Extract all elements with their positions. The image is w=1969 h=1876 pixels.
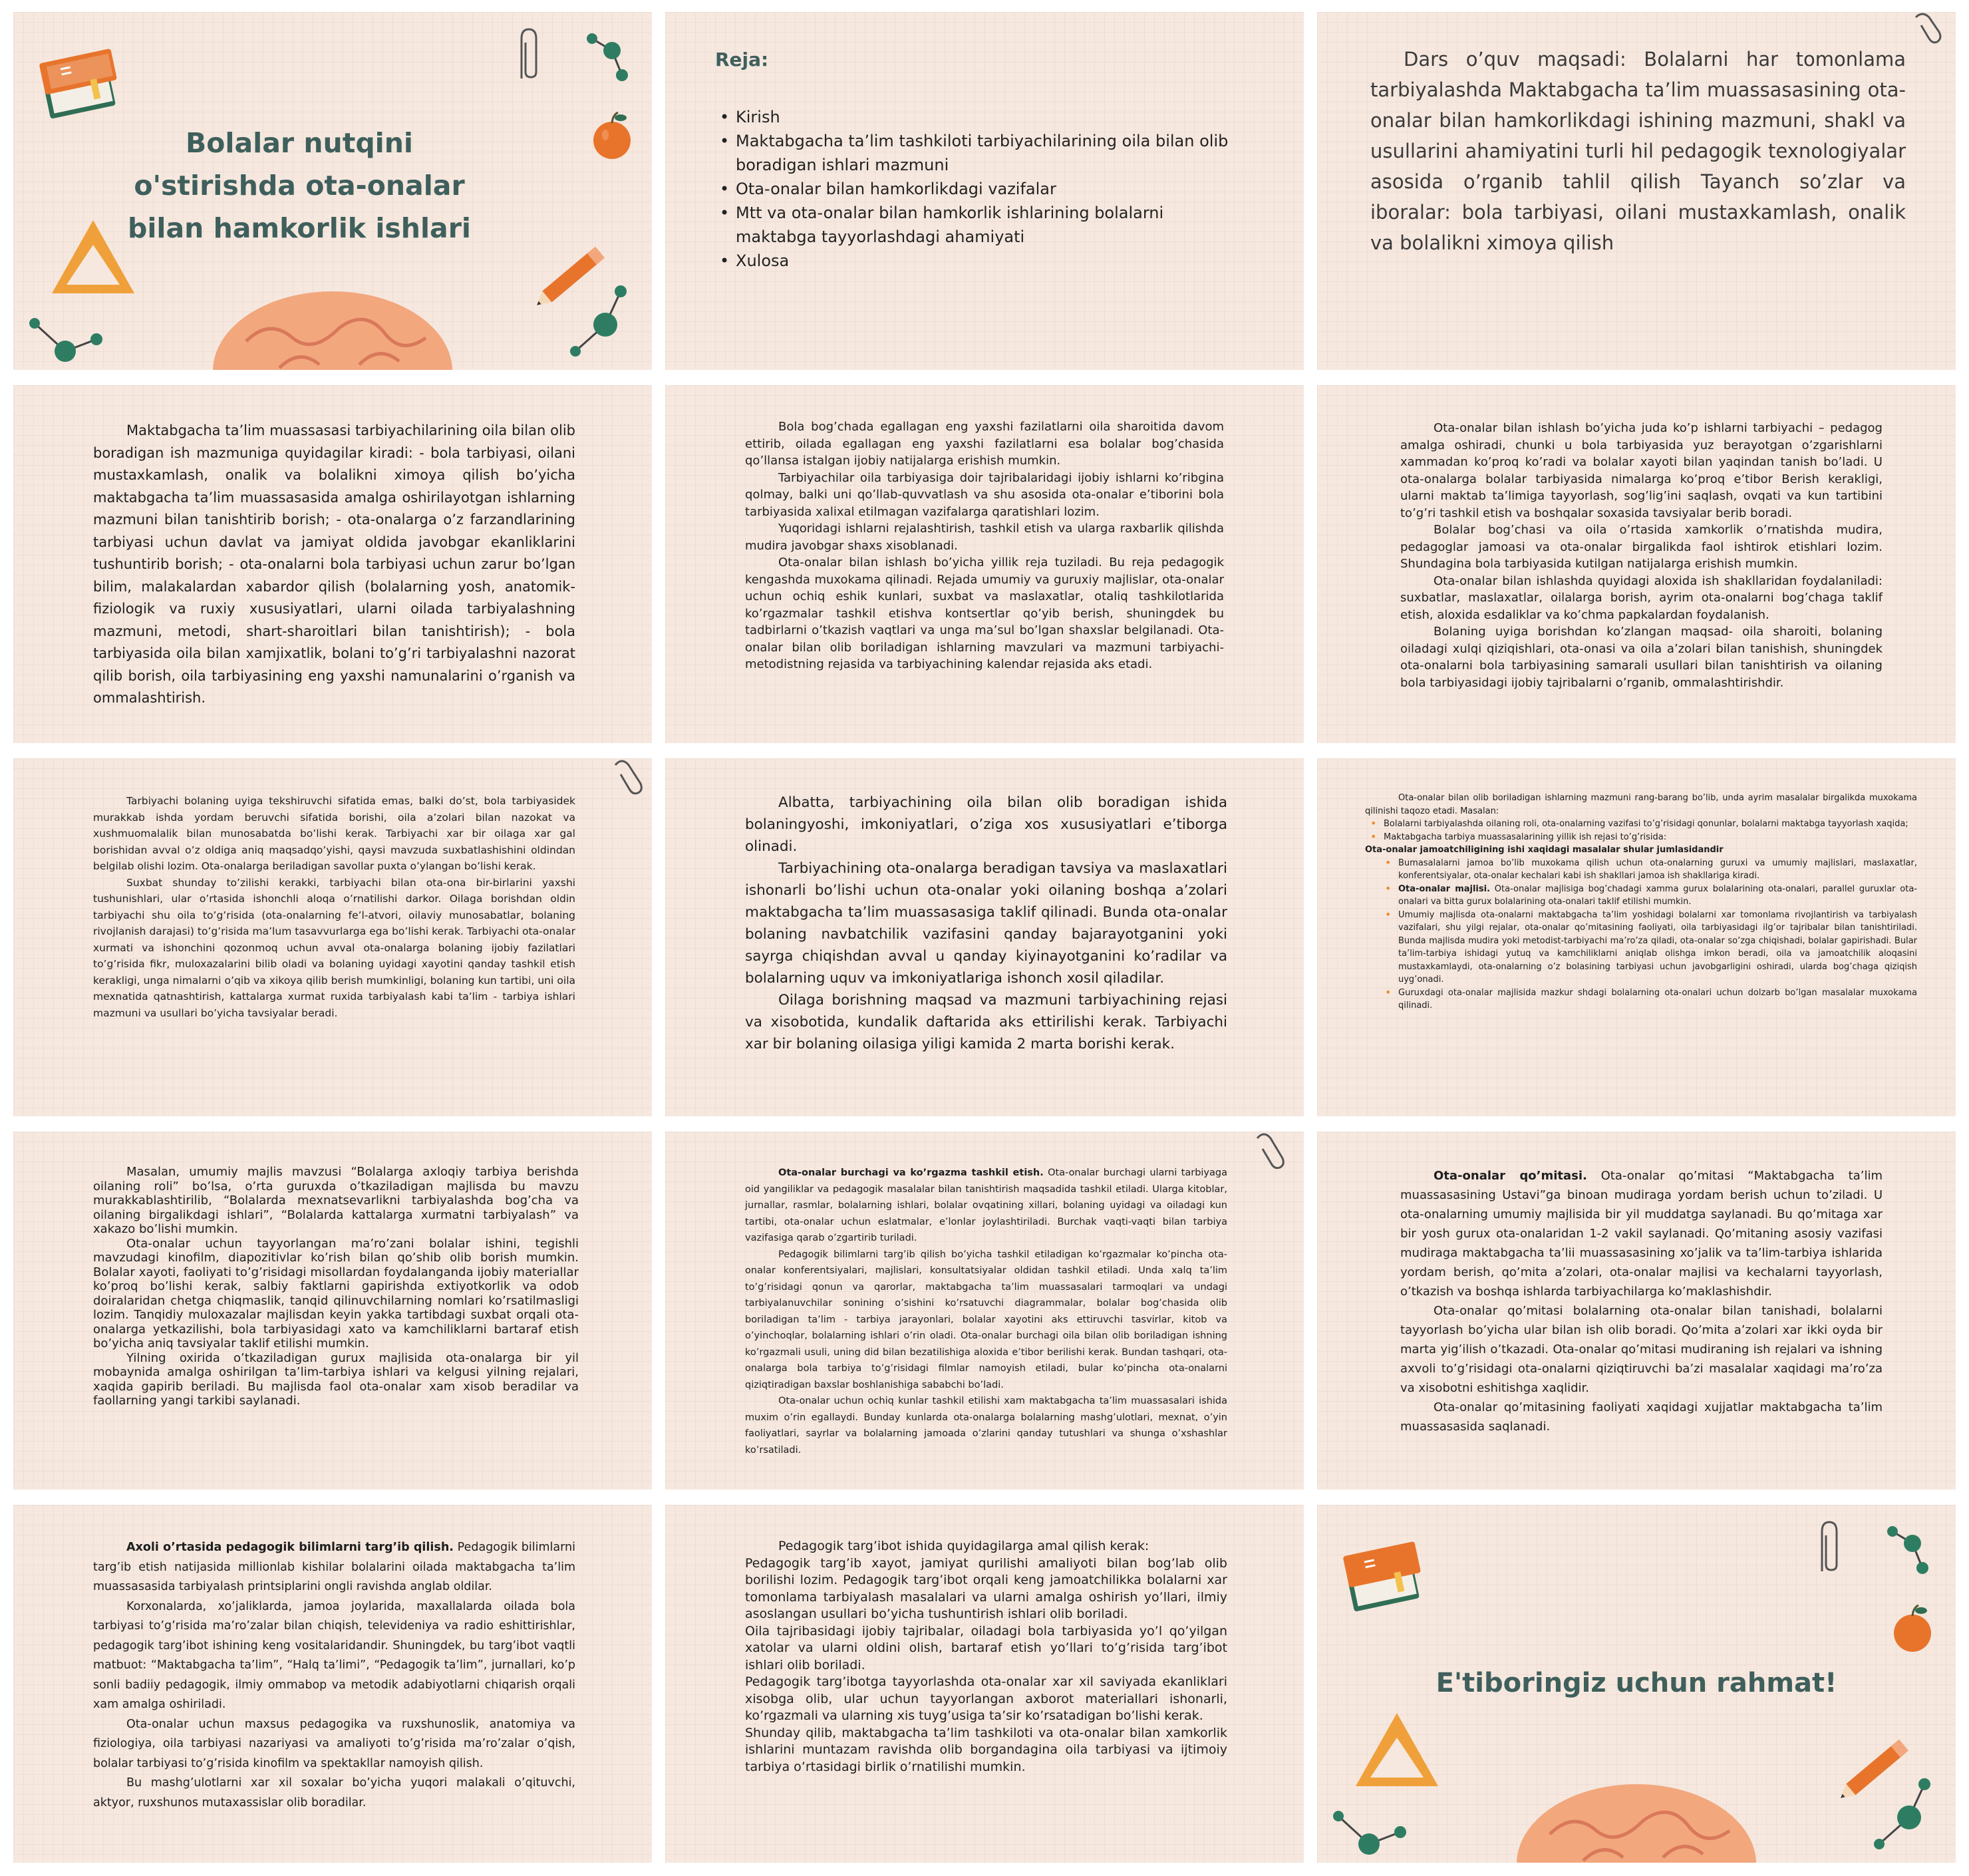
- molecule-icon: [569, 281, 649, 368]
- list-item: • Xulosa: [718, 249, 1244, 273]
- apple-icon: [1889, 1601, 1936, 1654]
- paragraph: Korxonalarda, xo’jaliklarda, jamoa joylarida, maxallalarda oilada bola tarbiyasi to’g’risida ma’ro’zalar bilan chiqish, televideniya va radio eshittirishlar, pedagogik targ’ibot ishining keng vositalaridandir. Shuningdek, bu targ’ibot vaqtli matbuot: “Maktabgacha ta’lim”, “Halq ta’limi”, “Pedagogik ta’lim”, jurnallari, ko’p sonli badiiy pedagogik, ilmiy ommabop va metodik adabiyotlarni chiqarish orqali xam amalga oshiriladi.: [93, 1599, 575, 1711]
- list-item: • Maktabgacha ta’lim tashkiloti tarbiyachilarining oila bilan olib boradigan ishlari mazmuni: [718, 129, 1244, 177]
- slide-text: [1400, 1166, 1883, 1436]
- paragraph: Pedagogik targ’ibotga tayyorlashda ota-onalar xar xil saviyada ekanliklari xisobga olib, ular uchun tayyorlangan axborot materiallari ishonarli, ko’rgazmali va ularning xis tuyg’usiga ta’sir ko’rsatadigan bo’lishi kerak.: [745, 1674, 1227, 1723]
- paperclip-icon: [512, 25, 545, 85]
- paragraph: Masalan, umumiy majlis mavzusi “Bolalarga axloqiy tarbiya berishda oilaning roli” bo’lsa, o’rta guruxda o’tkaziladigan majlisda bu mavzu murakkablashtirilib, “Bolalarda mexnatsevarlikni tarbiyalashda bog’cha va oilaning birgalikdagi ishlari”, “Bolalarda kattalarga xurmatni tarbiyalash” va xakazo bo’lishi mumkin.: [93, 1165, 579, 1236]
- list-item: • Guruxdagi ota-onalar majlisida mazkur shdagi bolalarning ota-onalari uchun dolzarb bo’lgan masalalar muxokama qilinadi.: [1380, 987, 1917, 1013]
- slide-text: [745, 1538, 1227, 1776]
- book-stack-icon: [1337, 1525, 1434, 1621]
- paperclip-icon: [1909, 12, 1942, 59]
- paragraph: Ota-onalar bilan olib boriladigan ishlarning mazmuni rang-barang bo’lib, unda ayrim masalalar birgalikda muxokama qilinishi taqozo etadi. Masalan:: [1365, 793, 1917, 816]
- paragraph: Maktabgacha ta’lim muassasasi tarbiyachilarining oila bilan olib boradigan ish mazmuniga quyidagilar kiradi: - bola tarbiyasi, oilani mustaxkamlash, onalik va bolalikni ximoya qilish bo’yicha maktabgacha ta’lim muassasasida amalga oshirilayotgan ishlarning mazmuni bilan tanishtirib borish; - ota-onalarga o’z farzandlarining tarbiyasi uchun davlat va jamiyat oldida javobgar ekanliklarini tushuntirib borish; - ota-onalarni bola tarbiyasi uchun zarur bo’lgan bilim, malakalardan xabardor qilish (bolalarning yosh, anatomik-fiziologik va ruxiy xususiyatlari, ularni oilada tarbiyalashning mazmuni, metodi, shart-sharoitlari bilan tanishtirish); - bola tarbiyasida oila bilan xamjixatlik, bolani to’g’ri tarbiyalashni nazorat qilib borish, oila tarbiyasining eng yaxshi namunalarini o’rganish va ommalashtirish.: [93, 422, 575, 706]
- slide-lesson-goal[interactable]: [1317, 12, 1956, 370]
- list-item: • Bolalarni tarbiyalashda oilaning roli, ota-onalarning vazifasi to’g’risidagi qonunlar, bolalarni maktabga tayyorlash xaqida;: [1365, 818, 1917, 831]
- list-item: • Bumasalalarni jamoa bo’lib muxokama qilish uchun ota-onalarning guruxi va umumiy majlislari, maslaxatlar, konferentsiyalar, ota-onalar kechalari kabi ish shakllari jamoa ish shakllariga kiradi.: [1380, 857, 1917, 883]
- slide-content-13[interactable]: [13, 1505, 652, 1863]
- slide-text: [745, 418, 1224, 673]
- list-item: • Umumiy majlisda ota-onalarni maktabgacha ta’lim yoshidagi bolalarni xar tomonlama rivojlantirish va tarbiyalash vazifalari, shu yilgi rejalar, ota-onalar qo’mitasining faoliyati, oila tarbiyasidagi ilg’or tajribalar bilan tanishtiriladi. Bunda majlisda mudira yoki metodist-tarbiyachi ma’ro’za qiladi, ota-onalar so’zga chiqishadi, bolalar gapirishadi. Bular ta’lim-tarbiya ishidagi yutuq va kamchiliklarni aniqlab olishga imkon beradi, oila va jamoatchilik aloqasini mustaxkamlaydi, ota-onalarning o’z bolasining tarbiyasi uchun javobgarligini oshiradi, ularda bog’chaga qiziqish uyg’onadi.: [1380, 909, 1917, 987]
- paragraph: Albatta, tarbiyachining oila bilan olib boradigan ishida bolaningyoshi, imkoniyatlari, o’ziga xos xususiyatlari e’tiborga olinadi.: [745, 794, 1227, 855]
- paragraph: Tarbiyachining ota-onalarga beradigan tavsiya va maslaxatlari ishonarli bo’lishi uchun ota-onalar yoki oilaning boshqa a’zolari maktabgacha ta’lim muassasasiga taklif qilinadi. Bunda ota-onalar bolaning navbatchilik vazifasini qanday bajarayotganini yoki sayrga chiqishdan avval u qanday kiyinayotganini ko’radilar va bolalarning uquv va imkoniyatlariga ishonch xosil qiladilar.: [745, 860, 1227, 987]
- paragraph: Pedagogik bilimlarni targ’ib qilish bo’yicha tashkil etiladigan ko’rgazmalar ko’pincha ota-onalar konferentsiyalari, majlislari, konsultatsiyalar oldidan tashkil etiladi. Unda xalq ta’lim to’g’risidagi qonun va qarorlar, maktabgacha ta’lim muassasalari tarmoqlari va undagi tarbiyalanuvchilar sonining o’sishini ko’rsatuvchi diagrammalar, bolalar bog’chasida olib boriladigan ta’lim - tarbiya jarayonlari, bolalar xayotini aks ettiruvchi tasvirlar, kitob va o’yinchoqlar, bolalarning ishlari o’rin oladi. Ota-onalar burchagi oila bilan olib boriladigan ishning ko’rgazmali usuli, uning did bilan bezatilishiga aloxida e’tibor berilishi kerak. Bundan tashqari, ota-onalarga bola tarbiya to’g’risidagi filmlar namoyish etiladi, bular ko’pincha ota-onalarni qiziqtiradigan baxslar boshlanishiga sababchi bo’ladi.: [745, 1249, 1227, 1390]
- slide-text: [1365, 792, 1917, 1013]
- plan-list: [718, 105, 1244, 273]
- list-item: • Kirish: [718, 105, 1244, 129]
- list-item: • Mtt va ota-onalar bilan hamkorlik ishlarining bolalarni maktabga tayyorlashdagi ahamiyati: [718, 201, 1244, 249]
- thanks-title: E'tiboringiz uchun rahmat!: [1436, 1668, 1837, 1698]
- molecule-icon: [1330, 1804, 1410, 1863]
- paragraph: Ota-onalar qo’mitasining faoliyati xaqidagi xujjatlar maktabgacha ta’lim muassasasida saqlanadi.: [1400, 1400, 1883, 1434]
- slide-content-14[interactable]: [665, 1505, 1304, 1863]
- paragraph: Ota-onalar uchun tayyorlangan ma’ro’zani bolalar ishini, tegishli mavzudagi kinofilm, diapozitivlar ko’rish bilan qo’shib olib borish mumkin. Bolalar xayoti, faoliyati to’g’risidagi misollardan foydalanganda ijobiy materiallar ko’proq bo’lishi kerak, salbiy faktlarni gapirishda extiyotkorlik va odob doiralaridan chetga chiqmaslik, tanqid qilinuvchilarning nomlari ko’rsatilmasligi lozim. Tanqidiy muloxazalar majlisdan keyin yakka tartibdagi suxbat orqali ota-onalarga yetkazilishi, bola tarbiyasidagi xato va kamchiliklarni bartaraf etish bo’yicha aniq tavsiyalar taklif etilishi mumkin.: [93, 1236, 579, 1350]
- slide-text: [745, 1165, 1227, 1458]
- paragraph: Ota-onalar burchagi va ko’rgazma tashkil etish. Ota-onalar burchagi ularni tarbiyaga oid yangiliklar va pedagogik masalalar bilan tanishtirish maqsadida tashkil etiladi. Ularga kitoblar, jurnallar, rasmlar, bolalarning ishlari, bolalar ovqatining xillari, bolaning uyidagi va oiladagi kun tartibi, ota-onalar uchun eslatmalar, e’lonlar joylashtiriladi. Burchak vaqti-vaqti bilan tarbiya vazifasiga qarab o’zgartirib turiladi.: [745, 1168, 1227, 1243]
- page-title: Bolalar nutqini o'stirishda ota-onalar bilan hamkorlik ishlari: [127, 127, 471, 244]
- slide-text: [93, 1538, 575, 1813]
- molecule-icon: [582, 25, 642, 85]
- paragraph: Ota-onalar qo’mitasi bolalarning ota-onalar bilan tanishadi, bolalarni tayyorlash bo’yicha ular bilan ish olib boradi. Qo’mita a’zolari xar ikki oyda bir marta yig’ilish o’tkazadi. Ota-onalar qo’mitasi mudiraning ish rejalari va ishning axvoli to’g’risidagi ota-onalarni qiziqtiruvchi ba’zi masalalar xaqidagi ma’ro’za va xisobotni eshitishga xaqlidir.: [1400, 1304, 1883, 1395]
- apple-icon: [589, 108, 635, 162]
- slide-content-6[interactable]: [1317, 385, 1956, 743]
- slide-text: [93, 1165, 579, 1408]
- bold-line: Ota-onalar jamoatchiligining ishi xaqidagi masalalar shular jumlasidandir: [1365, 845, 1724, 855]
- slide-content-9[interactable]: [1317, 758, 1956, 1116]
- paragraph: Axoli o’rtasida pedagogik bilimlarni targ’ib qilish. Pedagogik bilimlarni targ’ib etish natijasida millionlab kishilar bolalarini oilada maktabgacha ta’lim muassasasida tarbiyalash printsiplarini ongli ravishda anglab oldilar.: [93, 1541, 575, 1593]
- paragraph: Bolaning uyiga borishdan ko’zlangan maqsad- oila sharoiti, bolaning oiladagi xulqi qiziqishlari, ota-onasi va oila a’zolari bilan tanishish, shuningdek ota-onalarni bola tarbiyasining samarali usullari bilan tanishtirish va oilaning bola tarbiyasidagi ijobiy tajribalarni o’rganib, ommalashtirishdir.: [1400, 625, 1883, 690]
- bullet-list: [1365, 818, 1917, 844]
- molecule-icon: [1873, 1774, 1952, 1861]
- slide-text: [93, 420, 575, 710]
- slide-plan[interactable]: [665, 12, 1304, 370]
- paragraph: Ota-onalar bilan ishlash bo’yicha juda ko’p ishlarni tarbiyachi – pedagog amalga oshiradi, chunki u bola tarbiyasida yuz berayotgan o’zgarishlarni xammadan ko’proq ko’radi va bolalar xayoti bilan yaqindan tanish bo’ladi. U ota-onalarga bolalar tarbiyasida nimalarga ko’proq e’tibor Berish kerakligi, ularni maktab ta’limiga tayyorlash, sog’lig’ini saqlash, ovqati va kun tartibini to’g’ri tashkil etish va boshqalar soxasida tavsiyalar berib boradi.: [1400, 421, 1883, 520]
- paragraph: Suxbat shunday to’zilishi kerakki, tarbiyachi bilan ota-ona bir-birlarini yaxshi tushunishlari, ular o’rtasida ishonchli aloqa o’rnatilishi darkor. Oilaga borishdan oldin tarbiyachi shu oila to’g’risida (ota-onalarning fe’l-atvori, oilaviy munosabatlar, bolaning rivojlanish darajasi) to’g’risida ma’lum tasavvurlarga ega bo’lishi kerak. Tarbiyachi ota-onalar xurmati va ishonchini qozonmoq uchun avval ota-onalarga bolaning ijobiy fazilatlari to’g’risida fikr, muloxazalarini bilib oladi va bolaning uyidagi xayotini qanday tashkil etish kerakligi, unga nimalarni o’qib va xikoya qilib berish mumkinligi, bolaning kun tartibi, uni oila mexnatida qatnashtirish, kattalarga xurmat ruxida tarbiyalash kabi ta’lim - tarbiya ishlari mazmuni va usullari bo’yicha tavsiyalar beradi.: [93, 876, 575, 1019]
- lesson-goal-text: Dars o’quv maqsadi: Bolalarni har tomonlama tarbiyalashda Maktabgacha ta’lim muassasasining ota- onalar bilan hamkorlikdagi ishining mazmuni, shakl va usullarini ahamiyatini turli hil pedagogik texnologiyalar asosida o’rganib tahlil qilish Tayanch so’zlar va iboralar: bola tarbiyasi, oilani mustaxkamlash, onalik va bolalikni ximoya qilish: [1370, 48, 1906, 254]
- slide-content-11[interactable]: [665, 1132, 1304, 1489]
- paragraph: Pedagogik targ’ibot ishida quyidagilarga amal qilish kerak:: [778, 1539, 1149, 1553]
- slide-content-5[interactable]: [665, 385, 1304, 743]
- plan-heading: Reja:: [715, 49, 769, 71]
- slide-content-4[interactable]: [13, 385, 652, 743]
- paragraph: Oila tajribasidagi ijobiy tajribalar, oiladagi bola tarbiyasida yo’l qo’yilgan xatolar va ularni oldini olish, bartaraf etish yo’llari to’g’risida targ’ibot ishlari olib boriladi.: [745, 1623, 1227, 1672]
- slide-content-12[interactable]: [1317, 1132, 1956, 1489]
- paragraph: Bu mashg’ulotlarni xar xil soxalar bo’yicha yuqori malakali o’qituvchi, aktyor, ruxshunos mutaxassislar olib boradilar.: [93, 1776, 575, 1809]
- slide-content-10[interactable]: [13, 1132, 652, 1489]
- paragraph: Ota-onalar uchun maxsus pedagogika va ruxshunoslik, anatomiya va fiziologiya, oila tarbiyasi nazariyasi va amaliyoti to’g’risida ma’ro’zalar o’qish, bolalar tarbiyasi to’g’risida kinofilm va spektakllar namoyish qilish.: [93, 1717, 575, 1770]
- book-stack-icon: [33, 32, 130, 128]
- paragraph: Ota-onalar qo’mitasi. Ota-onalar qo’mitasi “Maktabgacha ta’lim muassasasining Ustavi”ga binoan mudiraga yordam berish uchun to’ziladi. U ota-onalarning umumiy majlisida bir yil muddatga saylanadi. Bu qo’mitaga xar bir yosh gurux ota-onalaridan 1-2 vakil saylanadi. Qo’mitaning asosiy vazifasi mudiraga maktabgacha ta’lii muassasasining xo’jalik va ta’lim-tarbiya ishlarida yordam berish, qo’mita a’zolari, ota-onalar majlisi va kechalarni tayyorlash, o’tkazish va boshqa ishlarda tarbiyachilarga ko’maklashishdir.: [1400, 1169, 1883, 1299]
- paragraph: Bola bog’chada egallagan eng yaxshi fazilatlarni oila sharoitida davom ettirib, oilada egallagan eng yaxshi fazilatlarni esa bolalar bog’chasida qo’llansa istalgan ijobiy natijalarga erishish mumkin.: [745, 420, 1224, 468]
- paragraph: Bolalar bog’chasi va oila o’rtasida xamkorlik o’rnatishda mudira, pedagoglar jamoasi va ota-onalar birgalikda faol ishtirok etishlari lozim. Shundagina bola tarbiyasida kutilgan natijalarga erishish mumkin.: [1400, 523, 1883, 571]
- brain-icon: [206, 281, 459, 370]
- paragraph: Ota-onalar uchun ochiq kunlar tashkil etilishi xam maktabgacha ta’lim muassasalari ishida muxim o’rin egallaydi. Bunday kunlarda ota-onalarga bolalarning mashg’ulotlari, mexnat, o’yin faoliyatlari, sayrlar va bolalarning jamoada o’zlarini qanday tutushlari va shunga o’xshashlar ko’rsatiladi.: [745, 1396, 1227, 1456]
- list-item: • Maktabgacha tarbiya muassasalarining yillik ish rejasi to’g’risida:: [1365, 831, 1917, 844]
- paragraph: Pedagogik targ’ib xayot, jamiyat qurilishi amaliyoti bilan bog’lab olib borilishi lozim. Pedagogik targ’ibot orqali keng jamoatchilikka bolalarni xar tomonlama tarbiyalash masalalari va ularni amalga oshirish yo’llari, ilmiy asoslangan usullari bo’yicha tushuntirish ishlari olib boriladi.: [745, 1555, 1227, 1621]
- paragraph: Ota-onalar bilan ishlashda quyidagi aloxida ish shakllaridan foydalaniladi: suxbatlar, maslaxatlar, oilalarga borish, ayrim ota-onalarni bog’chaga taklif etish, aloxida esdaliklar va ko’chma papkalardan foydalanish.: [1400, 573, 1883, 622]
- list-item: • Ota-onalar bilan hamkorlikdagi vazifalar: [718, 177, 1244, 201]
- slide-title[interactable]: [13, 12, 652, 370]
- slide-thanks[interactable]: [1317, 1505, 1956, 1863]
- slide-grid: [13, 12, 1956, 1864]
- brain-icon: [1510, 1774, 1763, 1863]
- slide-content-7[interactable]: [13, 758, 652, 1116]
- molecule-icon: [27, 311, 106, 370]
- paragraph: Ota-onalar bilan ishlash bo’yicha yillik reja tuziladi. Bu reja pedagogik kengashda muxokama qilinadi. Rejada umumiy va guruxiy majlislar, ota-onalar uchun ochiq eshik kunlari, suxbat va maslaxatlar, otaliq tashkilotlarida ko’rgazmalar tashkil etishva kontsertlar qo’yib berish, shuningdek bu tadbirlarni o’tkazish vaqtlari va unga ma’sul bo’lgan shaxslar belgilanadi. Ota-onalar bilan olib boriladigan ishlarning mavzulari va mazmuni tarbiyachi-metodistning rejasida va tarbiyachining kalendar rejasida aks etadi.: [745, 555, 1224, 671]
- molecule-icon: [1883, 1518, 1942, 1578]
- paragraph: Oilaga borishning maqsad va mazmuni tarbiyachining rejasi va xisobotida, kundalik daftarida aks ettirilishi kerak. Tarbiyachi xar bir bolaning oilasiga yiligi kamida 2 marta borishi kerak.: [745, 992, 1227, 1052]
- ruler-triangle-icon: [1350, 1708, 1443, 1794]
- paragraph: Tarbiyachi bolaning uyiga tekshiruvchi sifatida emas, balki do’st, bola tarbiyasidek murakkab ishda yordam beruvchi sifatida borishi, oila a’zolari bilan nazokat va xushmuomalalik bilan munosabatda bo’lishi kerak. Tarbiyachi xar bir oilaga xar gal borishidan avval o’z oldiga aniq maqsadqo’yishi, qaysi mavzuda suxbatlashishini oldindan belgilab olishi lozim. Ota-onalarga beriladigan savollar puxta o’ylangan bo’lishi kerak.: [93, 795, 575, 872]
- slide-text: [93, 793, 575, 1021]
- paperclip-icon: [1251, 1132, 1287, 1181]
- paragraph: Yilning oxirida o’tkaziladigan gurux majlisida ota-onalarga bir yil mobaynida amalga oshirilgan ta’lim-tarbiya ishlari va kelgusi yilning rejalari, xaqida gapirib beriladi. Bu majlisda faol ota-onalar xam xisob beradilar va faollarning yangi tarkibi saylanadi.: [93, 1350, 579, 1408]
- bullet-list: [1380, 857, 1917, 1013]
- slide-text: [745, 792, 1227, 1055]
- slide-text: [1400, 420, 1883, 691]
- paragraph: Tarbiyachilar oila tarbiyasiga doir tajribalaridagi ijobiy ishlarni ko’ribgina qolmay, balki uni qo’llab-quvvatlash va shu asosida ota-onalar e’tiborini bola tarbiyasida xalixal etilmagan vazifalarga qaratishlari lozim.: [745, 470, 1224, 519]
- paragraph: Shunday qilib, maktabgacha ta’lim tashkiloti va ota-onalar bilan xamkorlik ishlarini muntazam ravishda olib borgandagina oila tarbiyasi va ijtimoiy tarbiya o’rtasidagi birlik o’rnatilishi mumkin.: [745, 1725, 1227, 1774]
- paragraph: Yuqoridagi ishlarni rejalashtirish, tashkil etish va ularga raxbarlik qilishda mudira javobgar shaxs xisoblanadi.: [745, 522, 1224, 553]
- list-item: • Ota-onalar majlisi. Ota-onalar majlisiga bog’chadagi xamma gurux bolalarining ota-onalari, parallel guruxlar ota-onalari va bitta gurux bolalarining ota-onalari taklif etilishi mumkin.: [1380, 883, 1917, 909]
- paperclip-icon: [1813, 1518, 1846, 1578]
- paperclip-icon: [609, 758, 645, 805]
- slide-content-8[interactable]: [665, 758, 1304, 1116]
